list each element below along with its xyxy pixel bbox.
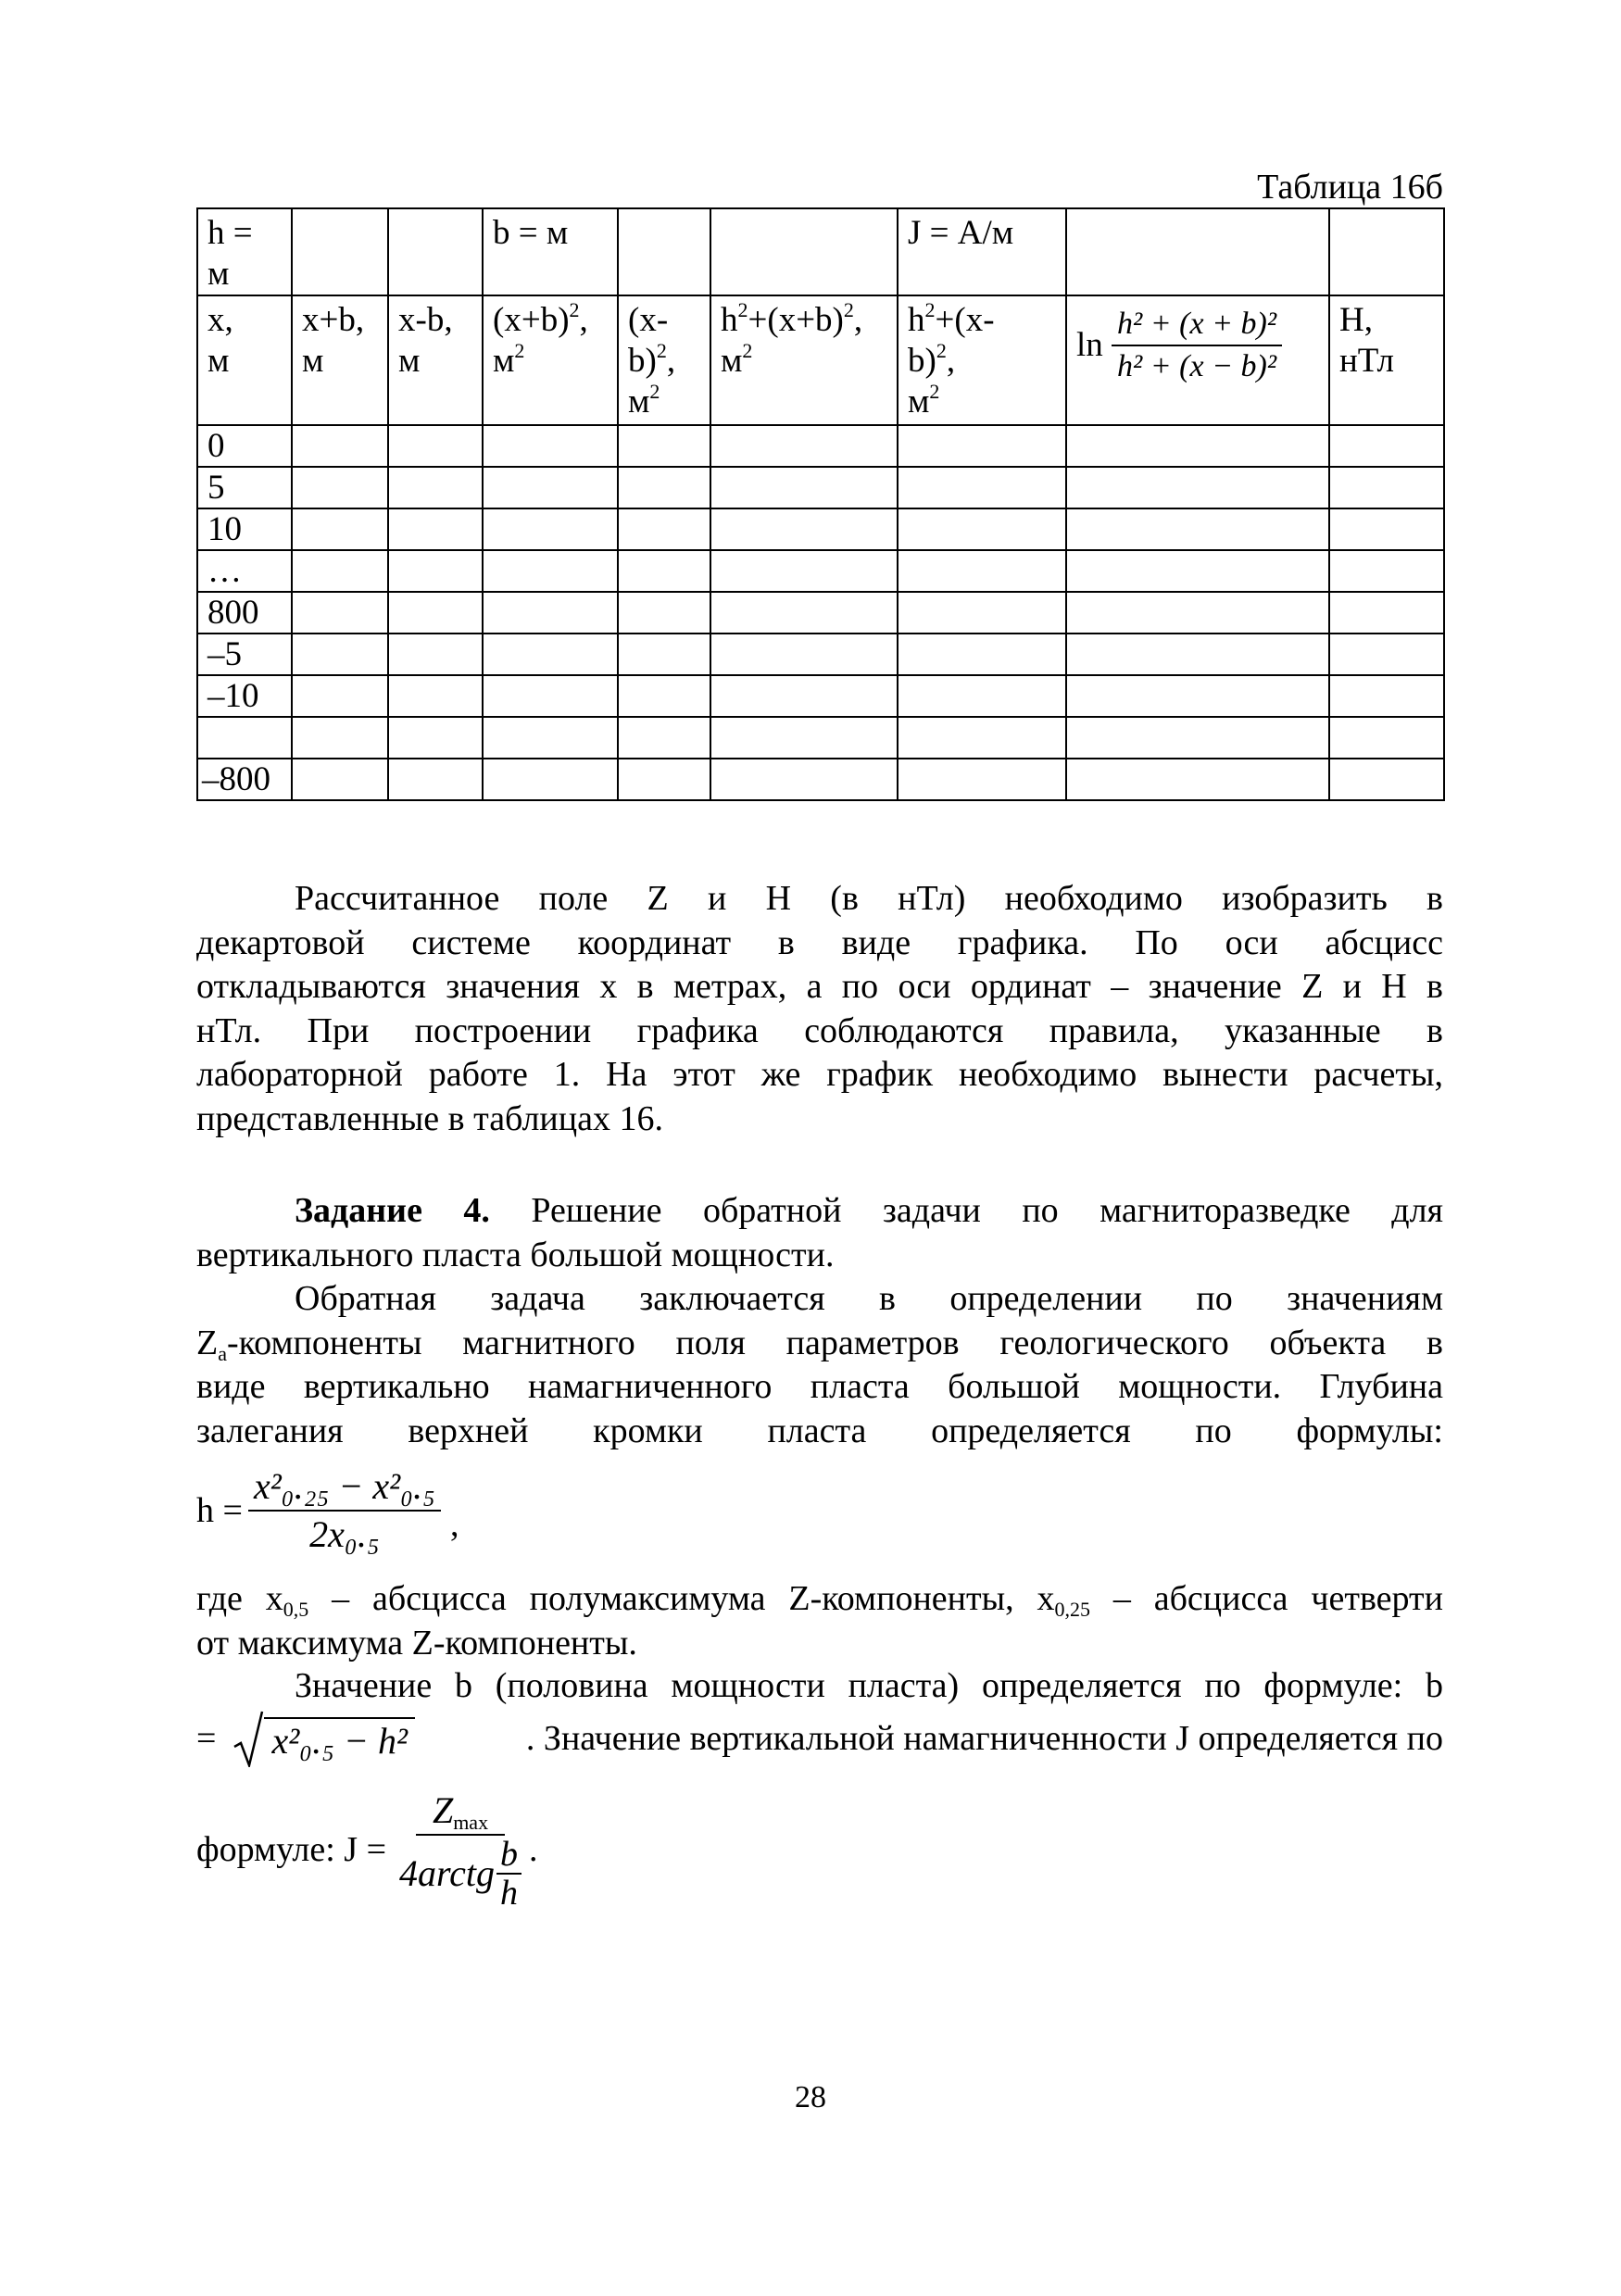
table-row xyxy=(197,717,1444,759)
header-h2-x-plus-b: $h^2+(x+b)^2$, $м^2$ xyxy=(710,295,898,425)
header-x-minus-b-sq: (x- b)$^2$, $м^2$ xyxy=(618,295,710,425)
header-x: х, м xyxy=(197,295,292,425)
param-empty xyxy=(710,208,898,295)
x-value: –5 xyxy=(197,634,292,675)
text-line: где $x_{0,5}$ – абсцисса полумаксимума Z-компоненты, $x_{0,25}$ – абсцисса четверти xyxy=(196,1579,1443,1621)
param-j: J = А/м xyxy=(898,208,1066,295)
text-line: нТл. При построении графика соблюдаются правила, указанные в xyxy=(196,1010,1443,1050)
paragraph-b xyxy=(196,1664,1443,1709)
task-heading: Задание 4. xyxy=(295,1191,490,1230)
header-x-plus-b: x+b, м xyxy=(292,295,388,425)
text-line: декартовой системе координат в виде графика. По оси абсцисс xyxy=(196,922,1443,962)
formula-h-denominator: 2x₀.₅ xyxy=(309,1513,380,1555)
formula-h-lhs: h = xyxy=(196,1491,243,1530)
x-value xyxy=(197,717,292,759)
header-x-minus-b: x-b, м xyxy=(388,295,483,425)
header-x-plus-b-sq: $(x+b)^2$, $м^2$ xyxy=(483,295,618,425)
table-row xyxy=(197,550,1444,592)
text-line: . Значение вертикальной намагниченности J определяется по xyxy=(525,1719,1443,1758)
table-caption: Таблица 16б xyxy=(1257,168,1443,207)
paragraph-task-4 xyxy=(196,1189,1443,1453)
param-h: h = м xyxy=(197,208,292,295)
paragraph-plot-instructions xyxy=(196,877,1443,1141)
text-line: откладываются значения х в метрах, а по оси ординат – значение Z и Н в xyxy=(196,967,1443,1006)
table-row xyxy=(197,675,1444,717)
x-value: 5 xyxy=(197,467,292,508)
text-line: Задание 4. Решение обратной задачи по магниторазведке для xyxy=(295,1191,1444,1230)
x-value: 10 xyxy=(197,508,292,550)
param-empty xyxy=(618,208,710,295)
text-line: залегания верхней кромки пласта определяется по формулы: xyxy=(196,1411,1443,1450)
text-line: от максимума Z-компоненты. xyxy=(196,1623,637,1662)
x-value: 800 xyxy=(197,592,292,634)
formula-h: h = $\frac{\text{x²₀.₂₅ − x²₀.₅}}{\text{2x₀.₅}}$ , xyxy=(196,1463,459,1558)
formula-j-numerator: $Z_{max}$ xyxy=(416,1788,505,1836)
data-table xyxy=(196,207,1445,801)
formula-b-radicand: x²₀.₅ − h² xyxy=(264,1717,415,1763)
x-value: –800 xyxy=(197,759,292,800)
x-value: –10 xyxy=(197,675,292,717)
header-H: Н, нТл xyxy=(1329,295,1444,425)
formula-h-numerator: x²₀.₂₅ − x²₀.₅ xyxy=(248,1463,441,1512)
header-ln-formula: ln $\frac{\text{h² + (x + b)²}}{\text{h² + (x − b)²}}$ xyxy=(1066,295,1329,425)
param-empty xyxy=(1066,208,1329,295)
table-row xyxy=(197,634,1444,675)
header-row xyxy=(197,295,1444,425)
text-line: Рассчитанное поле Z и Н (в нТл) необходимо изобразить в xyxy=(295,879,1443,918)
param-row xyxy=(197,208,1444,295)
sqrt-sign-icon xyxy=(232,1710,264,1767)
header-h2-x-minus-b: $h^2+(x-$ b)$^2$, $м^2$ xyxy=(898,295,1066,425)
text-line: виде вертикально намагниченного пласта большой мощности. Глубина xyxy=(196,1367,1443,1406)
text-line: вертикального пласта большой мощности. xyxy=(196,1235,835,1274)
param-empty xyxy=(388,208,483,295)
table-row xyxy=(197,592,1444,634)
text-line: $Z_а$-компоненты магнитного поля параметров геологического объекта в xyxy=(196,1323,1443,1365)
text-line: лабораторной работе 1. На этот же график необходимо вынести расчеты, xyxy=(196,1055,1443,1094)
formula-b-line: = x²₀.₅ − h² . Значение вертикальной намагниченности J определяется по xyxy=(196,1708,1443,1769)
table-row xyxy=(197,759,1444,800)
formula-j: формуле: J = $Z_{max}$ 4arctg $\frac{b}{h}$ . xyxy=(196,1789,538,1913)
x-value: … xyxy=(197,550,292,592)
param-empty xyxy=(1329,208,1444,295)
text-line: Обратная задача заключается в определении по значениям xyxy=(295,1279,1443,1318)
page-number: 28 xyxy=(795,2080,826,2114)
formula-j-denominator: 4arctg $\frac{b}{h}$ xyxy=(399,1836,521,1912)
param-empty xyxy=(292,208,388,295)
table-row xyxy=(197,425,1444,467)
x-value: 0 xyxy=(197,425,292,467)
table-row xyxy=(197,508,1444,550)
paragraph-where xyxy=(196,1577,1443,1665)
param-b: b = м xyxy=(483,208,618,295)
table-row xyxy=(197,467,1444,508)
text-line: Значение b (половина мощности пласта) определяется по формуле: b xyxy=(295,1666,1443,1705)
text-line: представленные в таблицах 16. xyxy=(196,1098,663,1138)
